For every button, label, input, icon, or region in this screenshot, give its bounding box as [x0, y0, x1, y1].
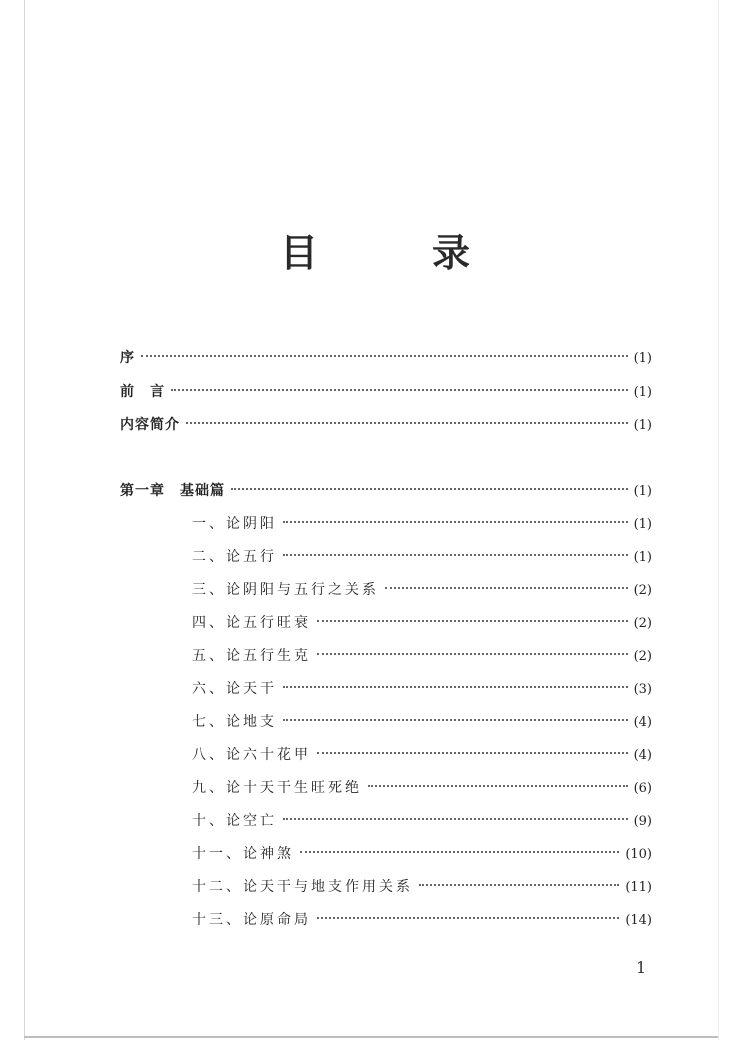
toc-section-label: 七、论地支	[192, 714, 277, 730]
toc-section-label: 三、论阴阳与五行之关系	[192, 582, 379, 598]
toc-section-label: 八、论六十花甲	[192, 747, 311, 763]
toc-entry-page: (1)	[633, 418, 652, 433]
toc-entry-page: (11)	[625, 880, 652, 895]
page-edge-bottom	[24, 1036, 718, 1038]
dot-leader	[317, 752, 628, 754]
dot-leader	[283, 521, 628, 523]
page-edge-left	[24, 0, 25, 1040]
toc-entry-summary[interactable]	[120, 414, 652, 436]
toc-section-entry[interactable]	[192, 513, 652, 535]
toc-entry-page: (1)	[633, 517, 652, 532]
toc-section-entry[interactable]	[192, 744, 652, 766]
toc-section-entry[interactable]	[192, 777, 652, 799]
toc-section-label: 十、论空亡	[192, 813, 277, 829]
dot-leader	[283, 686, 628, 688]
toc-entry-page: (1)	[633, 484, 652, 499]
toc-section-label: 九、论十天干生旺死绝	[192, 780, 362, 796]
toc-section-entry[interactable]	[192, 876, 652, 898]
toc-section-entry[interactable]	[192, 612, 652, 634]
toc-section-label: 十一、论神煞	[192, 846, 294, 862]
toc-section-label: 六、论天干	[192, 681, 277, 697]
dot-leader	[300, 851, 619, 853]
toc-entry-label: 前 言	[120, 384, 165, 400]
page-title: 目 录	[279, 230, 508, 275]
toc-section-entry[interactable]	[192, 711, 652, 733]
dot-leader	[283, 554, 628, 556]
toc-section-entry[interactable]	[192, 678, 652, 700]
toc-entry-page: (2)	[633, 583, 652, 598]
toc-section-label: 十二、论天干与地支作用关系	[192, 879, 413, 895]
dot-leader	[385, 587, 628, 589]
toc-entry-chapter-1[interactable]	[120, 480, 652, 502]
toc-entry-page: (1)	[633, 550, 652, 565]
dot-leader	[283, 719, 628, 721]
page-number: 1	[636, 958, 647, 977]
toc-section-label: 二、论五行	[192, 549, 277, 565]
toc-section-label: 一、论阴阳	[192, 516, 277, 532]
toc-entry-page: (1)	[633, 351, 652, 366]
dot-leader	[283, 818, 628, 820]
toc-section-label: 十三、论原命局	[192, 912, 311, 928]
toc-entry-foreword[interactable]	[120, 381, 652, 403]
dot-leader	[368, 785, 628, 787]
toc-chapter-label: 第一章 基础篇	[120, 483, 225, 499]
toc-entry-label: 内容简介	[120, 417, 180, 433]
toc-entry-page: (2)	[633, 649, 652, 664]
dot-leader	[141, 355, 628, 357]
toc-section-entry[interactable]	[192, 909, 652, 931]
toc-entry-page: (6)	[633, 781, 652, 796]
dot-leader	[231, 488, 628, 490]
toc-entry-page: (3)	[633, 682, 652, 697]
toc-section-entry[interactable]	[192, 843, 652, 865]
toc-entry-page: (1)	[633, 385, 652, 400]
toc-entry-page: (4)	[633, 715, 652, 730]
toc-entry-page: (14)	[625, 913, 652, 928]
dot-leader	[186, 422, 628, 424]
dot-leader	[419, 884, 619, 886]
toc-section-entry[interactable]	[192, 546, 652, 568]
toc-entry-label: 序	[120, 350, 135, 366]
toc-entry-page: (9)	[633, 814, 652, 829]
toc-section-entry[interactable]	[192, 645, 652, 667]
toc-entry-page: (10)	[625, 847, 652, 862]
dot-leader	[317, 620, 628, 622]
page-edge-right	[718, 0, 719, 1040]
dot-leader	[317, 653, 628, 655]
toc-section-label: 五、论五行生克	[192, 648, 311, 664]
toc-section-entry[interactable]	[192, 579, 652, 601]
dot-leader	[171, 389, 628, 391]
toc-entry-page: (4)	[633, 748, 652, 763]
toc-entry-page: (2)	[633, 616, 652, 631]
toc-section-entry[interactable]	[192, 810, 652, 832]
toc-entry-preface[interactable]	[120, 347, 652, 369]
toc-section-label: 四、论五行旺衰	[192, 615, 311, 631]
dot-leader	[317, 917, 619, 919]
